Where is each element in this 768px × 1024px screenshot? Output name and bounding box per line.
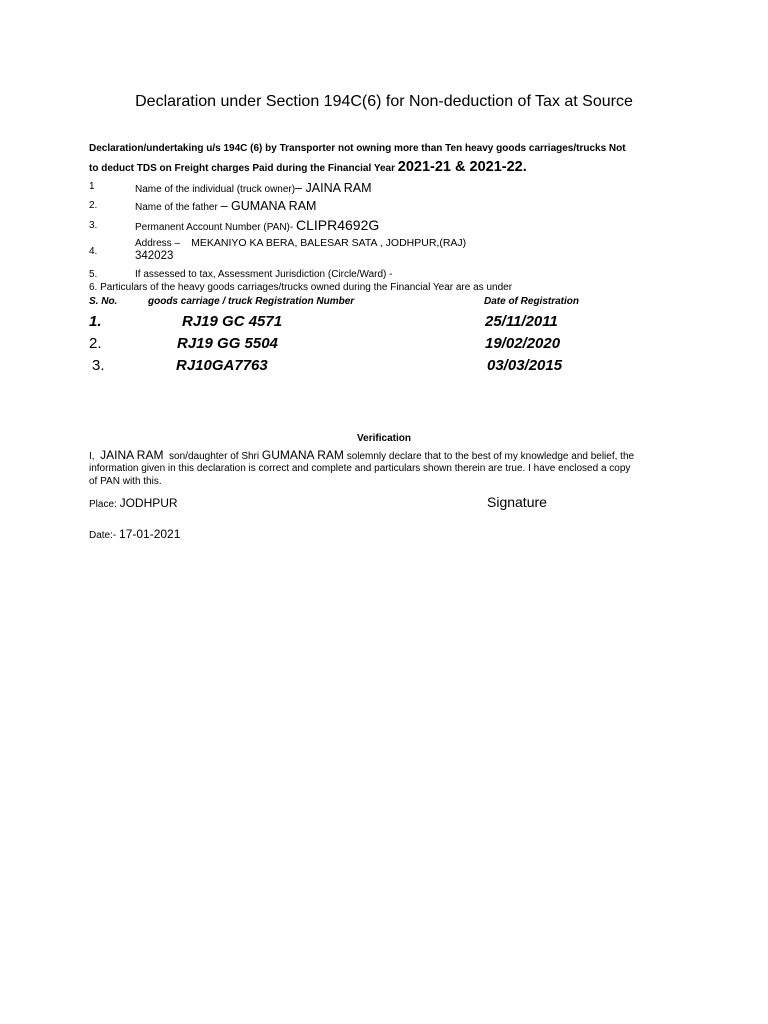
father-name: – GUMANA RAM <box>220 199 317 213</box>
place-row: Place: JODHPUR <box>89 496 178 510</box>
item-3-row: Permanent Account Number (PAN)- CLIPR4692G <box>135 217 380 233</box>
place-value: JODHPUR <box>119 496 178 510</box>
date-value: 17-01-2021 <box>119 527 181 541</box>
address-pincode: 342023 <box>135 250 174 262</box>
item-1-number: 1 <box>89 181 95 192</box>
address-value: MEKANIYO KA BERA, BALESAR SATA , JODHPUR,(RAJ) <box>191 237 467 249</box>
item-1-row: Name of the individual (truck owner)– JAINA RAM <box>135 181 372 195</box>
header-registration-date: Date of Registration <box>484 296 580 307</box>
row-3-registration: RJ10GA7763 <box>176 357 268 374</box>
row-2-registration: RJ19 GG 5504 <box>177 335 278 352</box>
row-2-sno: 2. <box>89 335 102 352</box>
row-1-sno: 1. <box>89 313 102 330</box>
verification-line-2: information given in this declaration is correct and complete and particulars shown therein are true. I have enclosed a copy <box>89 463 631 474</box>
signature-label: Signature <box>487 494 547 510</box>
page-title: Declaration under Section 194C(6) for Non-deduction of Tax at Source <box>135 93 633 110</box>
date-row: Date:- 17-01-2021 <box>89 527 181 541</box>
row-3-sno: 3. <box>92 357 105 374</box>
pan-number: CLIPR4692G <box>296 217 380 233</box>
declarant-name: JAINA RAM <box>100 448 164 462</box>
intro-line-1: Declaration/undertaking u/s 194C (6) by Transporter not owning more than Ten heavy goods carriages/trucks Not <box>89 143 626 154</box>
row-1-registration: RJ19 GC 4571 <box>182 313 283 330</box>
item-5-number: 5. <box>89 269 98 280</box>
header-sno: S. No. <box>89 296 118 307</box>
intro-line-2: to deduct TDS on Freight charges Paid during the Financial Year 2021-21 & 2021-22. <box>89 159 527 175</box>
item-6-label: 6. Particulars of the heavy goods carriages/trucks owned during the Financial Year are as under <box>89 282 513 293</box>
item-3-number: 3. <box>89 220 98 231</box>
row-1-date: 25/11/2011 <box>485 313 558 330</box>
item-5-label: If assessed to tax, Assessment Jurisdiction (Circle/Ward) - <box>135 269 393 280</box>
verification-line-3: of PAN with this. <box>89 476 162 487</box>
declarant-father: GUMANA RAM <box>261 448 344 462</box>
item-2-row: Name of the father – GUMANA RAM <box>135 199 317 213</box>
item-2-number: 2. <box>89 200 98 211</box>
verification-line-1: I, JAINA RAM son/daughter of Shri GUMANA RAM solemnly declare that to the best of my knowledge and belief, the <box>89 448 635 462</box>
header-registration-number: goods carriage / truck Registration Number <box>148 296 355 307</box>
item-4-row: Address – MEKANIYO KA BERA, BALESAR SATA , JODHPUR,(RAJ) <box>135 237 467 249</box>
row-3-date: 03/03/2015 <box>487 357 563 374</box>
owner-name: – JAINA RAM <box>295 181 372 195</box>
financial-years: 2021-21 & 2021-22. <box>397 159 527 175</box>
row-2-date: 19/02/2020 <box>485 335 561 352</box>
intro-paragraph <box>89 139 626 178</box>
item-4-number: 4. <box>89 246 98 257</box>
verification-heading: Verification <box>357 433 411 444</box>
